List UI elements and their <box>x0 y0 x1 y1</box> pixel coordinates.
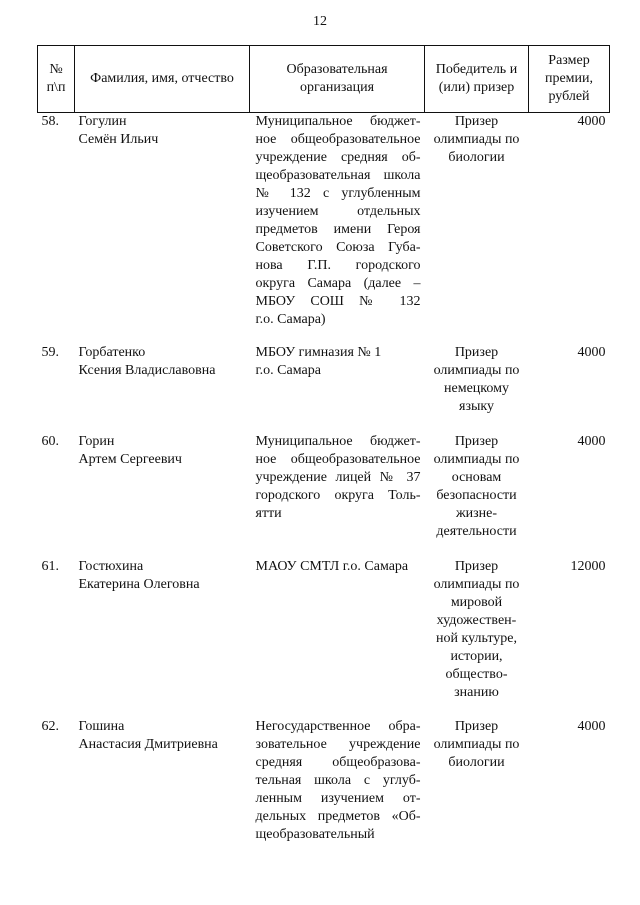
org-line: изучением отдельных <box>255 204 421 219</box>
surname: Гошина <box>78 719 125 734</box>
prize-amount: 4000 <box>577 114 606 129</box>
awards-table <box>37 45 610 858</box>
row-number: 60. <box>41 434 59 449</box>
org-line: средняя общеобразова- <box>255 755 421 770</box>
status-line: мировой <box>450 595 503 610</box>
prize-amount: 4000 <box>577 345 606 360</box>
table-row <box>38 344 610 433</box>
org-line: округа Самара (далее – <box>255 276 421 291</box>
status-line: олимпиады по <box>433 737 520 752</box>
row-number: 62. <box>41 719 59 734</box>
header-num: № п\п <box>38 46 75 113</box>
status-line: биологии <box>448 150 505 165</box>
org-line: учреждение лицей № 37 <box>255 470 421 485</box>
organization <box>250 344 425 433</box>
status-line: Призер <box>454 719 499 734</box>
org-line: МАОУ СМТЛ г.о. Самара <box>255 559 409 574</box>
header-name: Фамилия, имя, отчество <box>75 46 250 113</box>
organization <box>250 433 425 558</box>
given-names: Артем Сергеевич <box>78 452 182 467</box>
status-line: ной культуре, <box>436 631 517 646</box>
student-name <box>75 344 250 433</box>
status-line: олимпиады по <box>433 132 520 147</box>
status-line: олимпиады по <box>433 577 520 592</box>
status-line: языку <box>459 399 494 414</box>
surname: Гогулин <box>78 114 127 129</box>
table-row <box>38 558 610 718</box>
status-line: олимпиады по <box>433 452 520 467</box>
org-line: зовательное учреждение <box>255 737 421 752</box>
org-line: ное общеобразовательное <box>255 132 421 147</box>
table-row <box>38 433 610 558</box>
status-line: жизне- <box>455 506 498 521</box>
org-line: тельная школа с углуб- <box>255 773 421 788</box>
header-org: Образовательная организация <box>250 46 425 113</box>
surname: Горин <box>78 434 115 449</box>
org-line: ное общеобразовательное <box>255 452 421 467</box>
prize-amount: 12000 <box>570 559 606 574</box>
table-header-row <box>38 46 610 113</box>
org-line: дельных предметов «Об- <box>255 809 421 824</box>
status-line: Призер <box>454 434 499 449</box>
surname: Горбатенко <box>78 345 146 360</box>
org-line: МБОУ СОШ № 132 <box>255 294 421 309</box>
org-line: Муниципальное бюджет- <box>255 114 421 129</box>
student-name <box>75 433 250 558</box>
page-number: 12 <box>313 14 327 29</box>
prize-amount: 4000 <box>577 719 606 734</box>
prize-amount: 4000 <box>577 434 606 449</box>
award-status <box>425 113 529 345</box>
org-line: щеобразовательный <box>255 827 375 842</box>
status-line: Призер <box>454 345 499 360</box>
status-line: олимпиады по <box>433 363 520 378</box>
row-number: 58. <box>41 114 59 129</box>
org-line: г.о. Самара <box>255 363 321 378</box>
student-name <box>75 113 250 345</box>
org-line: ятти <box>255 506 282 521</box>
award-status <box>425 433 529 558</box>
status-line: общество- <box>445 667 508 682</box>
organization <box>250 113 425 345</box>
org-line: Муниципальное бюджет- <box>255 434 421 449</box>
org-line: Советского Союза Губа- <box>255 240 421 255</box>
org-line: предметов имени Героя <box>255 222 421 237</box>
award-status <box>425 718 529 858</box>
org-line: г.о. Самара) <box>255 312 326 327</box>
table-row <box>38 113 610 345</box>
given-names: Семён Ильич <box>78 132 159 147</box>
header-prize: Размер премии, рублей <box>529 46 610 113</box>
organization <box>250 718 425 858</box>
status-line: деятельности <box>436 524 517 539</box>
student-name <box>75 718 250 858</box>
org-line: нова Г.П. городского <box>255 258 421 273</box>
status-line: основам <box>451 470 502 485</box>
organization <box>250 558 425 718</box>
given-names: Ксения Владиславовна <box>78 363 216 378</box>
status-line: немецкому <box>444 381 509 396</box>
student-name <box>75 558 250 718</box>
org-line: щеобразовательная школа <box>255 168 421 183</box>
org-line: городского округа Толь- <box>255 488 421 503</box>
row-number: 59. <box>41 345 59 360</box>
surname: Гостюхина <box>78 559 144 574</box>
status-line: безопасности <box>436 488 517 503</box>
status-line: Призер <box>454 114 499 129</box>
row-number: 61. <box>41 559 59 574</box>
award-status <box>425 558 529 718</box>
org-line: МБОУ гимназия № 1 <box>255 345 382 360</box>
status-line: знанию <box>454 685 499 700</box>
org-line: № 132 с углубленным <box>255 186 421 201</box>
status-line: Призер <box>454 559 499 574</box>
org-line: Негосударственное обра- <box>255 719 421 734</box>
given-names: Екатерина Олеговна <box>78 577 200 592</box>
header-status: Победитель и (или) призер <box>425 46 529 113</box>
status-line: биологии <box>448 755 505 770</box>
status-line: художествен- <box>436 613 517 628</box>
org-line: учреждение средняя об- <box>255 150 421 165</box>
table-row <box>38 718 610 858</box>
given-names: Анастасия Дмитриевна <box>78 737 218 752</box>
status-line: истории, <box>450 649 503 664</box>
award-status <box>425 344 529 433</box>
org-line: ленным изучением от- <box>255 791 421 806</box>
